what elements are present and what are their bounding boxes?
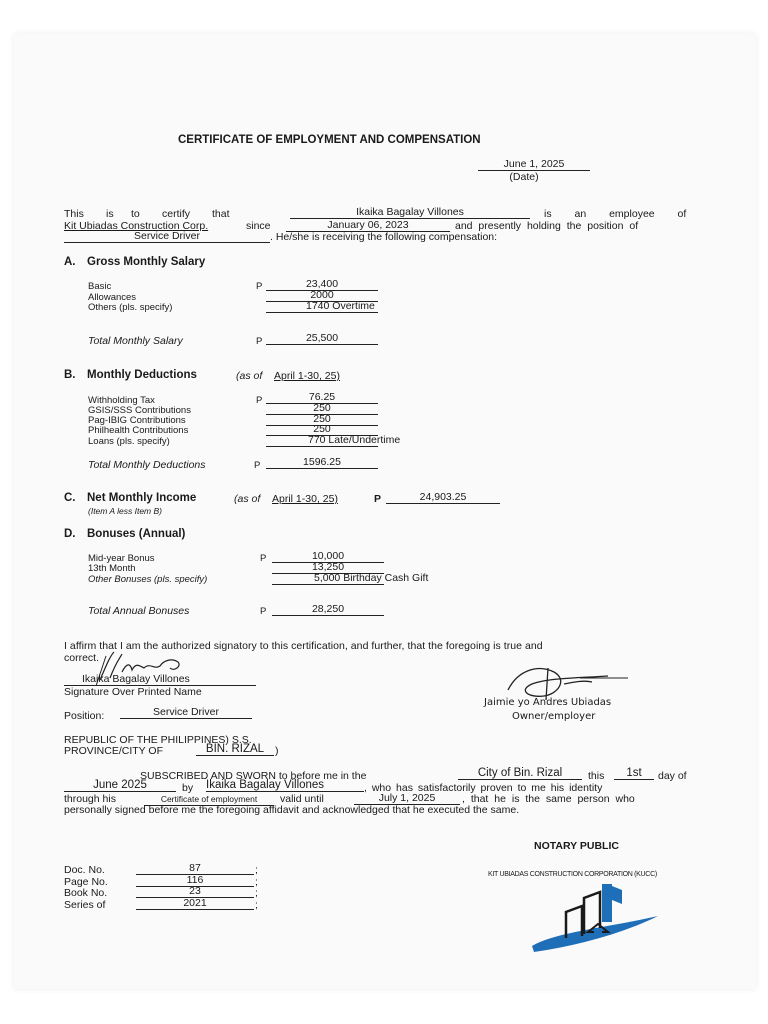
- net-income-note: (Item A less Item B): [88, 506, 162, 516]
- peso-sign: P: [374, 493, 382, 505]
- page-no-value: 116: [136, 874, 254, 887]
- date-label: (Date): [509, 171, 539, 183]
- jurat-document: Certificate of employment: [144, 793, 274, 806]
- series-value: 2021: [136, 897, 254, 910]
- affirm-line-2: correct.: [64, 652, 100, 664]
- peso-sign: P: [260, 606, 267, 617]
- intro-word: certify: [162, 208, 191, 220]
- jurat-valid: valid until: [280, 793, 324, 805]
- month13-value: 13,250: [272, 561, 384, 574]
- section-a-letter: A.: [64, 256, 76, 268]
- peso-sign: P: [254, 460, 261, 471]
- section-d-heading: Bonuses (Annual): [87, 528, 186, 540]
- section-b-letter: B.: [64, 369, 76, 381]
- allowances-value: 2000: [266, 289, 378, 302]
- philhealth-label: Philhealth Contributions: [88, 425, 189, 436]
- gsis-label: GSIS/SSS Contributions: [88, 405, 191, 416]
- intro-holding: and presently holding the position of: [455, 220, 639, 232]
- jurat-city: City of Bin. Rizal: [458, 767, 582, 780]
- section-c-heading: Net Monthly Income: [87, 492, 197, 504]
- basic-value: 23,400: [266, 278, 378, 291]
- section-c-letter: C.: [64, 492, 76, 504]
- company-logo-icon: [526, 880, 666, 960]
- jurat-last-line: personally signed before me the foregoing affidavit and acknowledged that he executed the same.: [64, 804, 520, 816]
- signer-position: Service Driver: [120, 706, 252, 719]
- total-bonuses-value: 28,250: [272, 603, 384, 616]
- total-deductions-label: Total Monthly Deductions: [88, 459, 206, 471]
- employer-title: Owner/employer: [512, 711, 596, 722]
- asof-label: (as of: [236, 370, 263, 382]
- asof-label: (as of: [234, 493, 261, 505]
- document-title: CERTIFICATE OF EMPLOYMENT AND COMPENSATION: [178, 134, 481, 146]
- jurat-day: 1st: [614, 767, 654, 780]
- page-no-label: Page No.: [64, 876, 108, 888]
- intro-is-an: is an employee of: [544, 208, 687, 220]
- others-value: 1740 Overtime: [266, 300, 378, 313]
- jurat-by: by: [182, 782, 194, 794]
- date-value: June 1, 2025: [478, 158, 590, 171]
- company-name: Kit Ubiadas Construction Corp.: [64, 220, 209, 232]
- pagibig-label: Pag-IBIG Contributions: [88, 415, 186, 426]
- other-bonuses-value: 5,000 Birthday Cash Gift: [272, 572, 384, 585]
- tax-label: Withholding Tax: [88, 395, 155, 406]
- province-close: ): [275, 745, 279, 757]
- jurat-valid-date: July 1, 2025: [354, 792, 460, 805]
- doc-no-label: Doc. No.: [64, 864, 105, 876]
- jurat-through: through his: [64, 793, 116, 805]
- month13-label: 13th Month: [88, 563, 136, 574]
- semicolon: ;: [255, 887, 258, 899]
- others-label: Others (pls. specify): [88, 302, 173, 313]
- philhealth-value: 250: [266, 423, 378, 436]
- loans-label: Loans (pls. specify): [88, 436, 170, 447]
- series-label: Series of: [64, 899, 106, 911]
- intro-word: to: [131, 208, 140, 220]
- semicolon: ;: [255, 899, 258, 911]
- intro-word: This: [64, 208, 84, 220]
- tax-value: 76.25: [266, 391, 378, 404]
- jurat-affiant: Ikaika Bagalay Villones: [206, 779, 364, 792]
- allowances-label: Allowances: [88, 292, 137, 303]
- subscribed-text: SUBSCRIBED AND SWORN to before me in the: [140, 770, 367, 782]
- province-label: PROVINCE/CITY OF: [64, 745, 163, 757]
- employer-name: Jaimie yo Andres Ubiadas: [484, 697, 612, 708]
- total-salary-label: Total Monthly Salary: [88, 335, 183, 347]
- position-label: Position:: [64, 710, 105, 722]
- intro-since: since: [246, 220, 271, 232]
- deductions-period: April 1-30, 25): [274, 370, 340, 382]
- section-d-letter: D.: [64, 528, 76, 540]
- province-value: BIN. RIZAL: [196, 743, 274, 756]
- peso-sign: P: [256, 281, 263, 292]
- peso-sign: P: [256, 395, 263, 406]
- logo-caption: KIT UBIADAS CONSTRUCTION CORPORATION (KUCC): [488, 871, 657, 878]
- total-salary-value: 25,500: [266, 332, 378, 345]
- peso-sign: P: [256, 336, 263, 347]
- section-a-heading: Gross Monthly Salary: [87, 256, 206, 268]
- loans-value: 770 Late/Undertime: [266, 434, 378, 447]
- jurat-same-person: , that he is the same person who: [462, 793, 635, 805]
- peso-sign: P: [260, 553, 267, 564]
- intro-word: is: [106, 208, 114, 220]
- signature-label: Signature Over Printed Name: [64, 685, 256, 698]
- midyear-value: 10,000: [272, 550, 384, 563]
- intro-word: that: [212, 208, 230, 220]
- book-no-label: Book No.: [64, 887, 108, 899]
- midyear-label: Mid-year Bonus: [88, 553, 155, 564]
- income-period: April 1-30, 25): [272, 493, 338, 505]
- basic-label: Basic: [88, 281, 112, 292]
- jurat-proven: , who has satisfactorily proven to me his identity: [364, 782, 603, 794]
- book-no-value: 23: [136, 885, 254, 898]
- other-bonuses-label: Other Bonuses (pls. specify): [88, 574, 208, 585]
- start-date: January 06, 2023: [286, 219, 450, 232]
- signer-name: Ikaika Bagalay Villones: [82, 673, 190, 685]
- jurat-month: June 2025: [64, 779, 176, 792]
- semicolon: ;: [255, 876, 258, 888]
- pagibig-value: 250: [266, 413, 378, 426]
- employee-name: Ikaika Bagalay Villones: [290, 206, 530, 219]
- jurat-republic: REPUBLIC OF THE PHILIPPINES) S.S.: [64, 734, 252, 746]
- section-b-heading: Monthly Deductions: [87, 369, 197, 381]
- total-bonuses-label: Total Annual Bonuses: [88, 605, 190, 617]
- net-income-value: 24,903.25: [386, 491, 500, 504]
- affirm-line-1: I affirm that I am the authorized signatory to this certification, and further, that the foregoing is true and: [64, 640, 543, 652]
- doc-no-value: 87: [136, 862, 254, 875]
- position-field: Service Driver: [64, 230, 270, 243]
- notary-public-label: NOTARY PUBLIC: [534, 840, 619, 852]
- total-deductions-value: 1596.25: [266, 456, 378, 469]
- jurat-day-of: day of: [658, 770, 687, 782]
- jurat-this: this: [588, 770, 605, 782]
- gsis-value: 250: [266, 402, 378, 415]
- semicolon: ;: [255, 864, 258, 876]
- intro-receiving: . He/she is receiving the following compensation:: [270, 231, 498, 243]
